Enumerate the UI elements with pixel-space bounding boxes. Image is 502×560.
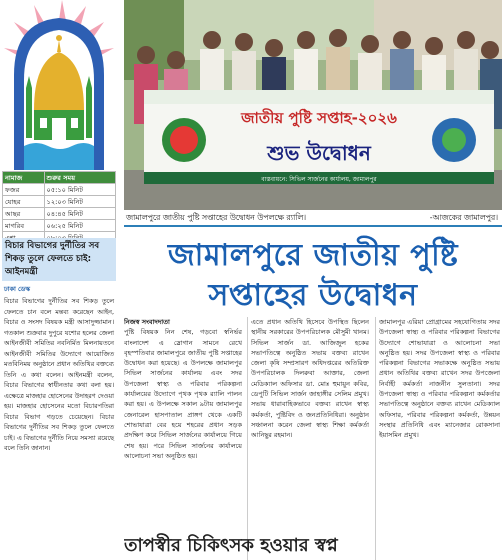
article-column-2-text: এতে প্রধান অতিথি হিসেবে উপস্থিত ছিলেন স্থানীয় সরকারের উপপরিচালক মৌসুমী খানম। সিভিল সার্জন ডা. আজিজুল হকের সভাপতিত্বে অনুষ্ঠিত সভায় বক্তব্য রাখেন জেলা কৃষি সম্প্রসারণ অধিদপ্তরের অতিরিক্ত উপপরিচালক দিলরুবা আক্তার, জেলা মেডিক্যাল অফিসার ডা. মোঃ হুমায়ুন কবির, ডেপুটি সিভিল সার্জন জাহাঙ্গীর সেলিম প্রমুখ। সভায় ধারাবাহিকভাবে বক্তব্য রাখেন স্বাস্থ্য কর্মকর্তা, পুষ্টিবিদ ও জনপ্রতিনিধিরা। অনুষ্ঠান সঞ্চালনা করেন জেলা স্বাস্থ্য শিক্ষা কর্মকর্তা আনিছুর রহমান। — [251, 318, 369, 440]
caption-credit: -আজকের জামালপুর। — [429, 213, 498, 222]
article-column-1-text: পুষ্টি বিষয়ক নিন শেষ, গড়বো স্বনির্ভর বাংলাদেশ এ স্লোগান সামনে রেখে বৃহস্পতিবার জামালপুরে জাতীয় পুষ্টি সপ্তাহের উদ্বোধন করা হয়েছে। এ উপলক্ষে জামালপুর সিভিল সার্জনের কার্যালয় এবং সদর উপজেলা স্বাস্থ্য ও পরিবার পরিকল্পনা কার্যালয়ের উদ্যোগে পৃথক পৃথক র‌্যালি পালন করা হয়। এ উপলক্ষে সকাল ৯টায় জামালপুর জেনারেল হাসপাতাল প্রাঙ্গণ থেকে একটি শোভাযাত্রা বের হয়ে শহরের প্রধান সড়ক প্রদক্ষিণ করে সিভিল সার্জনের কার্যালয়ে গিয়ে শেষ হয়। পরে সিভিল সার্জনের কার্যালয়ে আলোচনা সভা অনুষ্ঠিত হয়। — [124, 328, 242, 460]
prayer-time: ০৪:৪৫ মিনিট — [44, 208, 115, 220]
prayer-row — [3, 208, 116, 220]
article-column-2 — [251, 317, 369, 532]
banner-subtitle: শুভ উদ্বোধন — [267, 141, 371, 165]
caption-text: জামালপুরে জাতীয় পুষ্টি সপ্তাহের উদ্বোধন উপলক্ষে র‌্যালি। — [126, 213, 307, 222]
banner-title: জাতীয় পুষ্টি সপ্তাহ-২০২৬ — [241, 109, 397, 127]
secondary-headline[interactable]: তাপস্বীর চিকিৎসক হওয়ার স্বপ্ন — [124, 535, 338, 556]
article-column-3-text: জামালপুর এরিয়া প্রোগ্রামের সহযোগিতায় সদর উপজেলা স্বাস্থ্য ও পরিবার পরিকল্পনা বিভাগের উদ্যোগে শোভাযাত্রা ও আলোচনা সভা অনুষ্ঠিত হয়। সদর উপজেলা স্বাস্থ্য ও পরিবার পরিকল্পনা বিভাগের সভাকক্ষে অনুষ্ঠিত সভায় প্রধান অতিথির বক্তব্য রাখেন সদর উপজেলা নির্বাহী কর্মকর্তা নাজনীন সুলতানা। সদর উপজেলা স্বাস্থ্য ও পরিবার পরিকল্পনা কর্মকর্তার সভাপতিত্বে অনুষ্ঠানে বক্তব্য রাখেন মেডিক্যাল অফিসার, পরিবার পরিকল্পনা কর্মকর্তা, উন্নয়ন সংস্থার প্রতিনিধি এবং ম্যানেজার রোকসানা ইয়াসমিন প্রমুখ। — [379, 318, 500, 440]
prayer-time: ০৬:২৫ মিনিট — [44, 220, 115, 232]
prayer-header-time: শুরুর সময় — [44, 172, 115, 184]
prayer-time: ০৫:১০ মিনিট — [44, 184, 115, 196]
article-byline: নিজস্ব সংবাদদাতা — [124, 318, 170, 326]
banner-footer: বাস্তবায়নে: সিভিল সার্জনের কার্যালয়, জামালপুর — [261, 176, 377, 183]
prayer-time: ১২:০৩ মিনিট — [44, 196, 115, 208]
rally-photo — [124, 0, 502, 210]
prayer-name: ফজর — [3, 184, 45, 196]
left-news-body: বিচার বিভাগের দুর্নীতির সব শিকড় তুলে ফেলতে চান বলে মন্তব্য করেছেন আইন, বিচার ও সংসদ বিষয়ক মন্ত্রী আসাদুজ্জামান। গতকাল শুক্রবার দুপুরে যশোর হলের জেলা আইনজীবী সমিতির নবনির্মিত মিলনায়তনে আইনজীবী সমিতির উদ্যোগে আয়োজিত মতবিনিময় অনুষ্ঠানে প্রধান অতিথির বক্তব্যে তিনি এ কথা বলেন। আইনমন্ত্রী বলেন, বিচার বিভাগের স্বাধীনতার কথা বলা হয়। এক্ষেত্রে মাজহার হোসেনের উদাহরণ দেওয়া হয়। মাজহার হোসেনের মতো বিচারপতিরা বিচার বিভাগ গড়তে চেয়েছেন। বিচার বিভাগের দুর্নীতির সব শিকড় তুলে ফেলতে চাই। এ বিভাগের দুর্নীতি নিয়ে সমস্যা রয়েছে বলে তিনি জানান। — [4, 297, 114, 452]
article-column-1 — [124, 317, 242, 532]
prayer-row — [3, 220, 116, 232]
column-divider — [375, 317, 376, 560]
left-news-byline: ঢাকা ডেস্ক — [4, 285, 30, 293]
photo-caption — [124, 211, 502, 227]
left-news-story — [2, 238, 116, 560]
left-news-headline[interactable]: বিচার বিভাগের দুর্নীতির সব শিকড় তুলে ফেলতে চাই: আইনমন্ত্রী — [2, 238, 116, 281]
main-headline-line1: জামালপুরে জাতীয় পুষ্টি — [167, 238, 459, 273]
prayer-name: যোহর — [3, 196, 45, 208]
main-headline-line2: সপ্তাহের উদ্বোধন — [208, 278, 418, 313]
prayer-name: আছর — [3, 208, 45, 220]
mosque-logo — [0, 0, 118, 170]
prayer-row — [3, 196, 116, 208]
article-column-3 — [379, 317, 500, 532]
prayer-row — [3, 184, 116, 196]
prayer-header-name: নামাজ — [3, 172, 45, 184]
prayer-name: মাগরিব — [3, 220, 45, 232]
prayer-times-table — [2, 171, 116, 244]
column-divider — [247, 317, 248, 560]
main-headline[interactable] — [124, 236, 502, 316]
prayer-table-header — [3, 172, 116, 184]
